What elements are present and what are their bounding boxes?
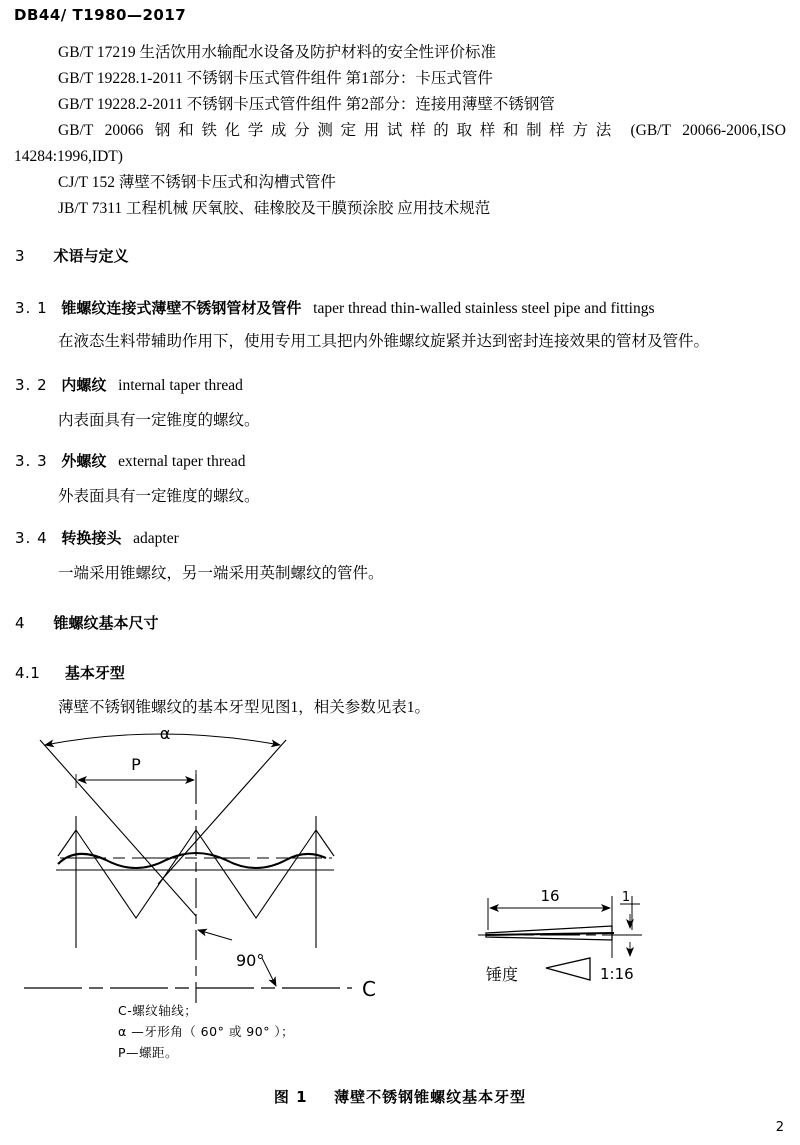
section-heading-4-1 [15, 662, 125, 683]
right-angle-label: 90° [236, 951, 265, 970]
pitch-label: P [131, 755, 141, 774]
figure-caption-text: 薄壁不锈钢锥螺纹基本牙型 [334, 1088, 527, 1106]
section-title: 术语与定义 [53, 247, 129, 265]
page-header-standard-code: DB44/ T1980—2017 [14, 6, 187, 24]
section-body-4-1: 薄壁不锈钢锥螺纹的基本牙型见图1，相关参数见表1。 [58, 699, 431, 716]
taper-height-label: 1 [621, 890, 631, 905]
reference-item-continuation: 14284:1996,IDT) [14, 148, 123, 165]
term-definition-3-1: 在液态生料带辅助作用下，使用专用工具把内外锥螺纹旋紧并达到密封连接效果的管材及管件。 [58, 333, 710, 350]
legend-line-pitch: P—螺距。 [118, 1045, 179, 1060]
term-title-en: external taper thread [118, 453, 246, 470]
taper-ratio-label: 1:16 [600, 965, 634, 983]
reference-item-justified: GB/T 20066 钢和铁化学成分测定用试样的取样和制样方法 (GB/T 20066-2006,ISO [58, 122, 786, 139]
figure-legend [118, 1000, 294, 1063]
term-number: 3. 3 [15, 452, 48, 470]
legend-line-axis: C-螺纹轴线； [118, 1003, 198, 1018]
reference-item: GB/T 19228.2-2011 不锈钢卡压式管件组件 第2部分：连接用薄壁不锈钢管 [58, 96, 555, 113]
term-number: 3. 2 [15, 376, 48, 394]
term-title-cn: 内螺纹 [61, 376, 107, 394]
section-number: 3 [15, 247, 26, 265]
term-title-en: internal taper thread [118, 377, 243, 394]
figure-caption-number: 图 1 [273, 1088, 308, 1106]
page-number: 2 [775, 1120, 784, 1135]
term-title-cn: 转换接头 [61, 529, 122, 547]
reference-item: JB/T 7311 工程机械 厌氧胶、硅橡胶及干膜预涂胶 应用技术规范 [58, 200, 491, 217]
angle-label: α [159, 724, 171, 743]
term-heading-3-2 [15, 374, 243, 395]
term-title-cn: 外螺纹 [61, 452, 107, 470]
reference-item: GB/T 17219 生活饮用水输配水设备及防护材料的安全性评价标准 [58, 44, 497, 61]
axis-label-c: C [362, 977, 376, 1001]
taper-length-label: 16 [540, 887, 560, 905]
section-heading-4 [15, 612, 159, 633]
term-number: 3. 1 [15, 299, 48, 317]
reference-item: CJ/T 152 薄壁不锈钢卡压式和沟槽式管件 [58, 174, 336, 191]
taper-text-label: 锤度 [486, 965, 519, 984]
term-definition-3-2: 内表面具有一定锥度的螺纹。 [58, 412, 260, 429]
normative-references-list [14, 40, 786, 222]
legend-line-angle: α —牙形角（ 60° 或 90° ）； [118, 1024, 295, 1039]
thread-profile-svg [0, 718, 800, 1018]
section-heading-3 [15, 245, 129, 266]
section-number: 4.1 [15, 664, 41, 682]
term-title-en: taper thread thin-walled stainless steel pipe and fittings [313, 300, 655, 317]
figure-1-drawing [0, 718, 800, 1018]
section-title: 基本牙型 [64, 664, 125, 682]
term-title-cn: 锥螺纹连接式薄壁不锈钢管材及管件 [61, 299, 302, 317]
term-heading-3-3 [15, 450, 246, 471]
term-number: 3. 4 [15, 529, 48, 547]
term-heading-3-4 [15, 527, 179, 548]
reference-item: GB/T 19228.1-2011 不锈钢卡压式管件组件 第1部分：卡压式管件 [58, 70, 493, 87]
term-heading-3-1 [15, 297, 654, 318]
term-definition-3-4: 一端采用锥螺纹，另一端采用英制螺纹的管件。 [58, 565, 384, 582]
section-title: 锥螺纹基本尺寸 [53, 614, 159, 632]
term-title-en: adapter [133, 530, 179, 547]
section-number: 4 [15, 614, 26, 632]
figure-caption [0, 1086, 800, 1107]
term-definition-3-3: 外表面具有一定锥度的螺纹。 [58, 488, 260, 505]
